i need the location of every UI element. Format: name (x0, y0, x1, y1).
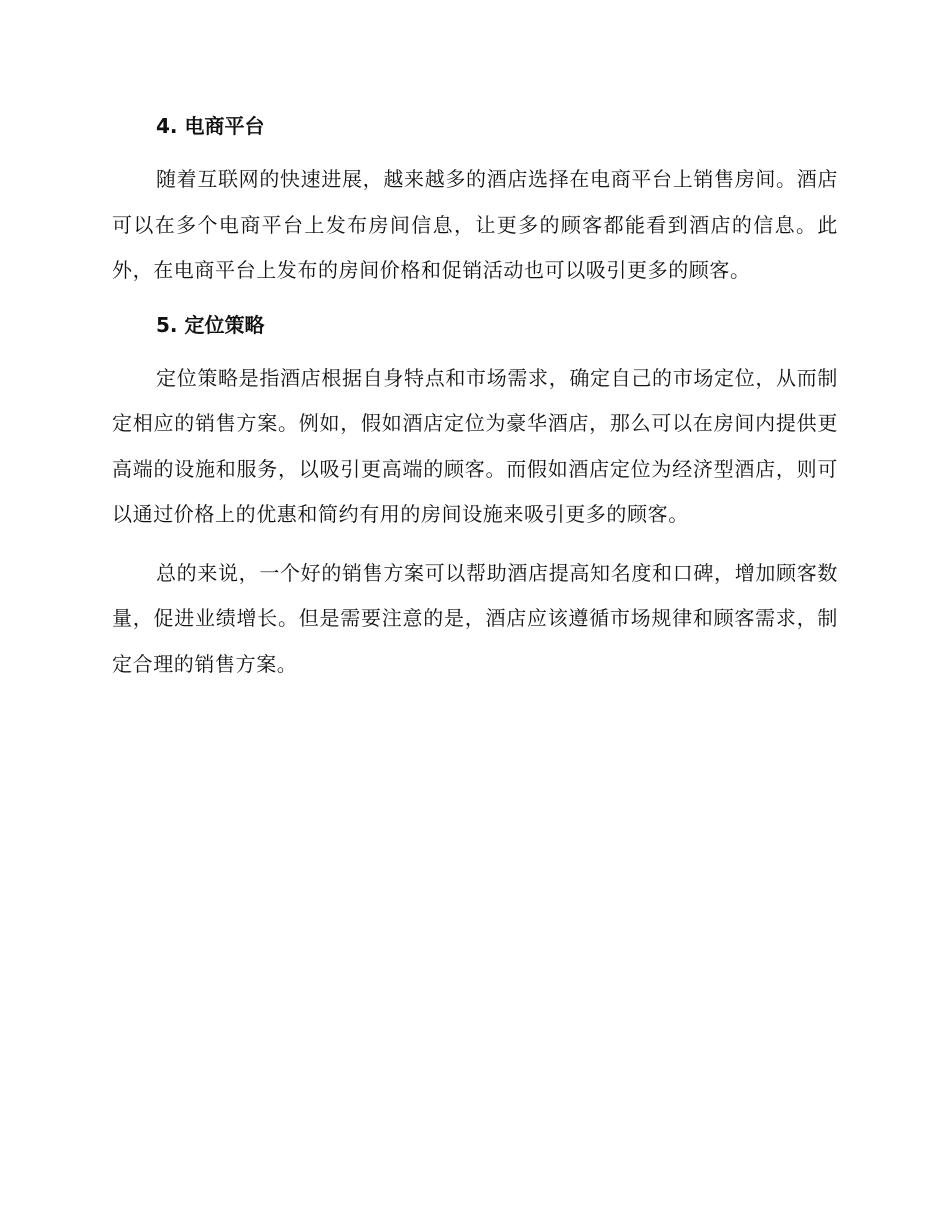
section-heading-ecommerce: 4. 电商平台 (156, 114, 265, 138)
section-heading-positioning: 5. 定位策略 (156, 312, 265, 337)
conclusion-paragraph: 总的来说，一个好的销售方案可以帮助酒店提高知名度和口碑，增加顾客数量，促进业绩增长。但是需要注意的是，酒店应该遵循市场规律和顾客需求，制定合理的销售方案。 (112, 560, 838, 676)
document-body (112, 108, 838, 700)
section-paragraph-ecommerce: 随着互联网的快速进展，越来越多的酒店选择在电商平台上销售房间。酒店可以在多个电商平台上发布房间信息，让更多的顾客都能看到酒店的信息。此外，在电商平台上发布的房间价格和促销活动也可以吸引更多的顾客。 (112, 167, 838, 282)
section-paragraph-positioning: 定位策略是指酒店根据自身特点和市场需求，确定自己的市场定位，从而制定相应的销售方案。例如，假如酒店定位为豪华酒店，那么可以在房间内提供更高端的设施和服务，以吸引更高端的顾客。而假如酒店定位为经济型酒店，则可以通过价格上的优惠和简约有用的房间设施来吸引更多的顾客。 (112, 365, 838, 526)
